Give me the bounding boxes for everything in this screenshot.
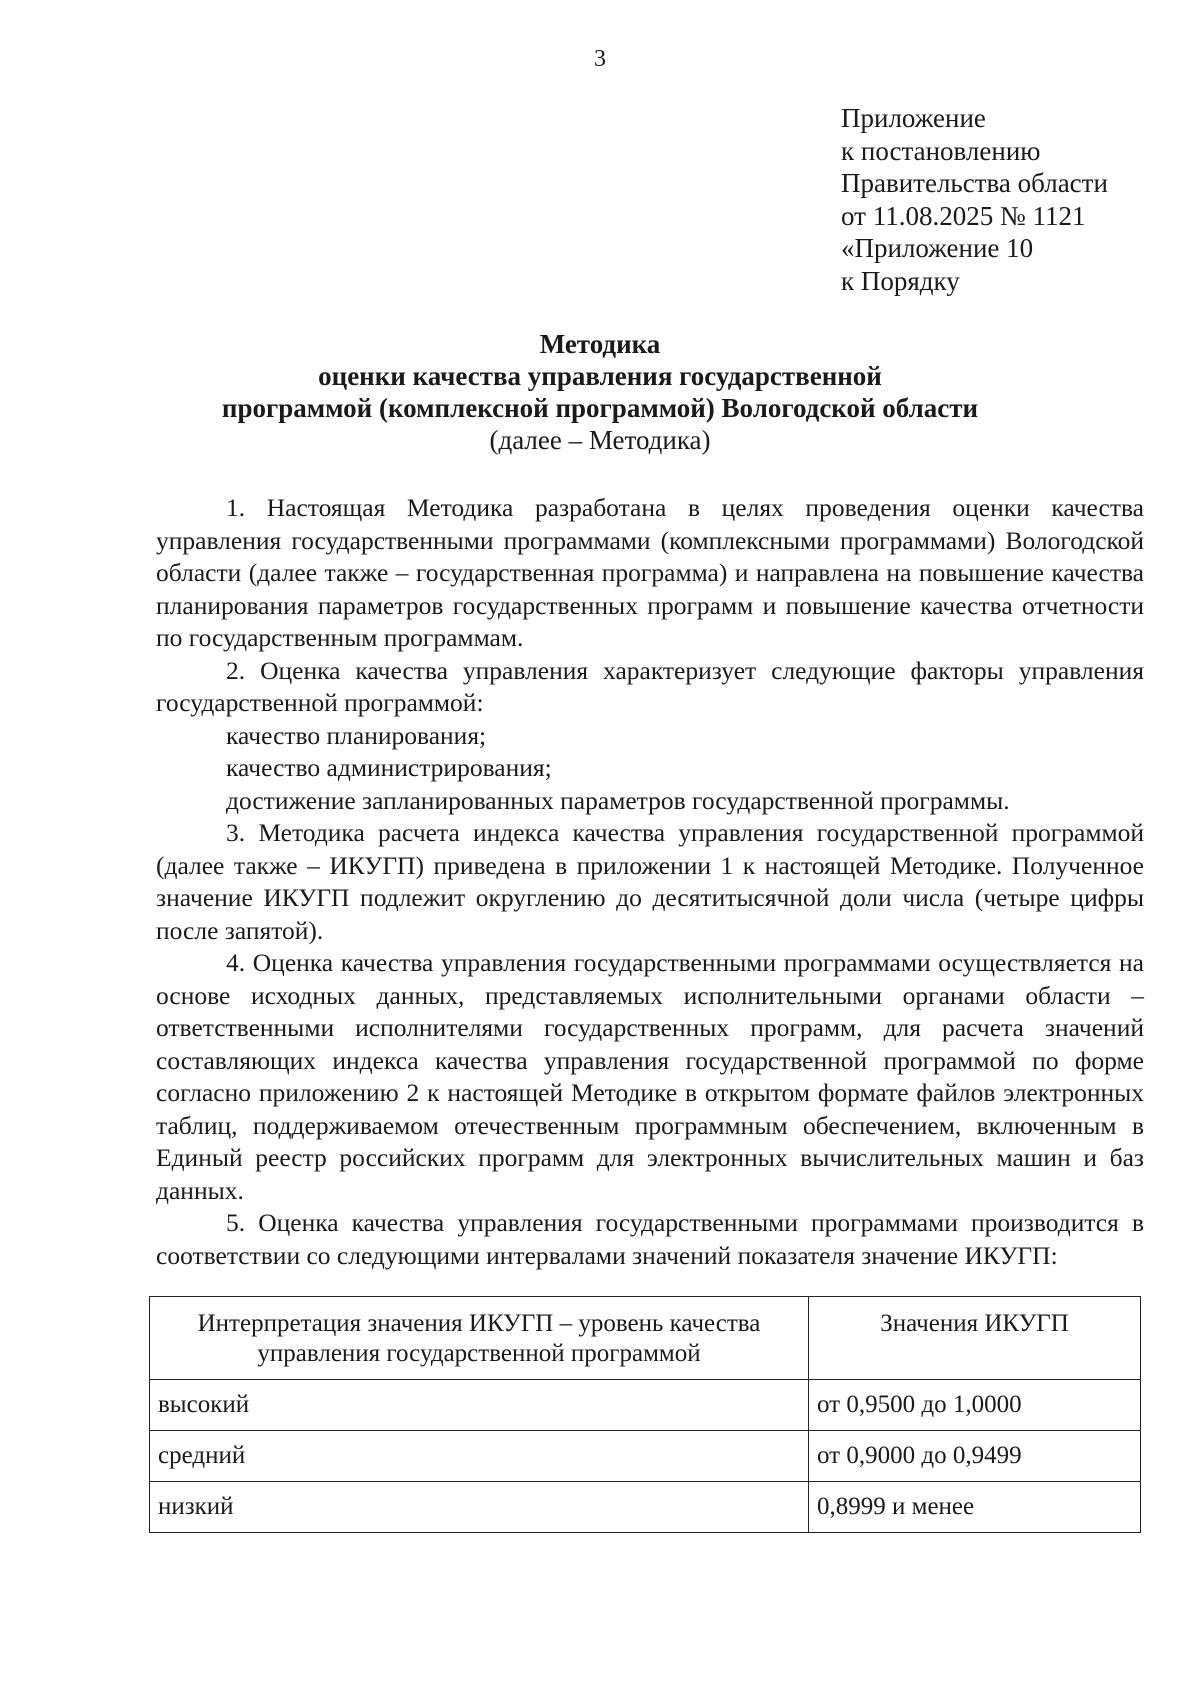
paragraph-2: 2. Оценка качества управления характеризует следующие факторы управления государственной программой: xyxy=(156,655,1144,717)
header-interpretation: Интерпретация значения ИКУГП – уровень качества управления государственной программой xyxy=(150,1297,809,1380)
appendix-line: Приложение xyxy=(841,103,986,133)
list-item: качество планирования; xyxy=(226,720,487,750)
paragraph-5: 5. Оценка качества управления государственными программами производится в соответствии со следующими интервалами значений показателя значение ИКУГП: xyxy=(156,1208,1144,1270)
range-cell: от 0,9000 до 0,9499 xyxy=(809,1431,1141,1482)
table-header-row xyxy=(150,1297,1141,1380)
appendix-line: к постановлению xyxy=(841,135,1041,166)
title-subline: (далее – Методика) xyxy=(489,425,711,455)
appendix-line: «Приложение 10 xyxy=(841,233,1034,263)
ikugp-table xyxy=(149,1296,1141,1533)
title-line: оценки качества управления государственной xyxy=(318,361,882,391)
appendix-line: Правительства области xyxy=(841,168,1108,198)
appendix-block xyxy=(841,102,1108,297)
page-number: 3 xyxy=(594,46,606,72)
range-cell: 0,8999 и менее xyxy=(809,1482,1141,1533)
list-item: достижение запланированных параметров государственной программы. xyxy=(226,785,1010,815)
paragraph-4: 4. Оценка качества управления государственными программами осуществляется на основе исходных данных, представляемых исполнительными органами области – ответственными исполнителями государственных программ, для расчета значений составляющих индекса качества управления государственной программой по форме согласно приложению 2 к настоящей Методике в открытом формате файлов электронных таблиц, поддерживаемом отечественным программным обеспечением, включенным в Единый реестр российских программ для электронных вычислительных машин и баз данных. xyxy=(156,948,1144,1205)
table-row xyxy=(150,1482,1141,1533)
header-values: Значения ИКУГП xyxy=(809,1297,1141,1380)
table-row xyxy=(150,1431,1141,1482)
list-item: качество администрирования; xyxy=(226,753,552,782)
level-cell: средний xyxy=(150,1431,809,1482)
level-cell: высокий xyxy=(150,1380,809,1431)
paragraph-3: 3. Методика расчета индекса качества управления государственной программой (далее также – ИКУГП) приведена в приложении 1 к настоящей Методике. Полученное значение ИКУГП подлежит округлению до десятитысячной доли числа (четыре цифры после запятой). xyxy=(156,818,1144,945)
document-body xyxy=(156,492,1144,1272)
title-line: программой (комплексной программой) Вологодской области xyxy=(221,393,979,423)
table-row xyxy=(150,1380,1141,1431)
paragraph-1: 1. Настоящая Методика разработана в целях проведения оценки качества управления государственными программами (комплексными программами) Вологодской области (далее также – государственная программа) и направлена на повышение качества планирования параметров государственных программ и повышение качества отчетности по государственным программам. xyxy=(156,493,1144,652)
range-cell: от 0,9500 до 1,0000 xyxy=(809,1380,1141,1431)
appendix-line: от 11.08.2025 № 1121 xyxy=(841,200,1086,231)
document-title xyxy=(0,328,1200,456)
appendix-line: к Порядку xyxy=(841,265,960,296)
level-cell: низкий xyxy=(150,1482,809,1533)
title-line: Методика xyxy=(539,329,661,359)
